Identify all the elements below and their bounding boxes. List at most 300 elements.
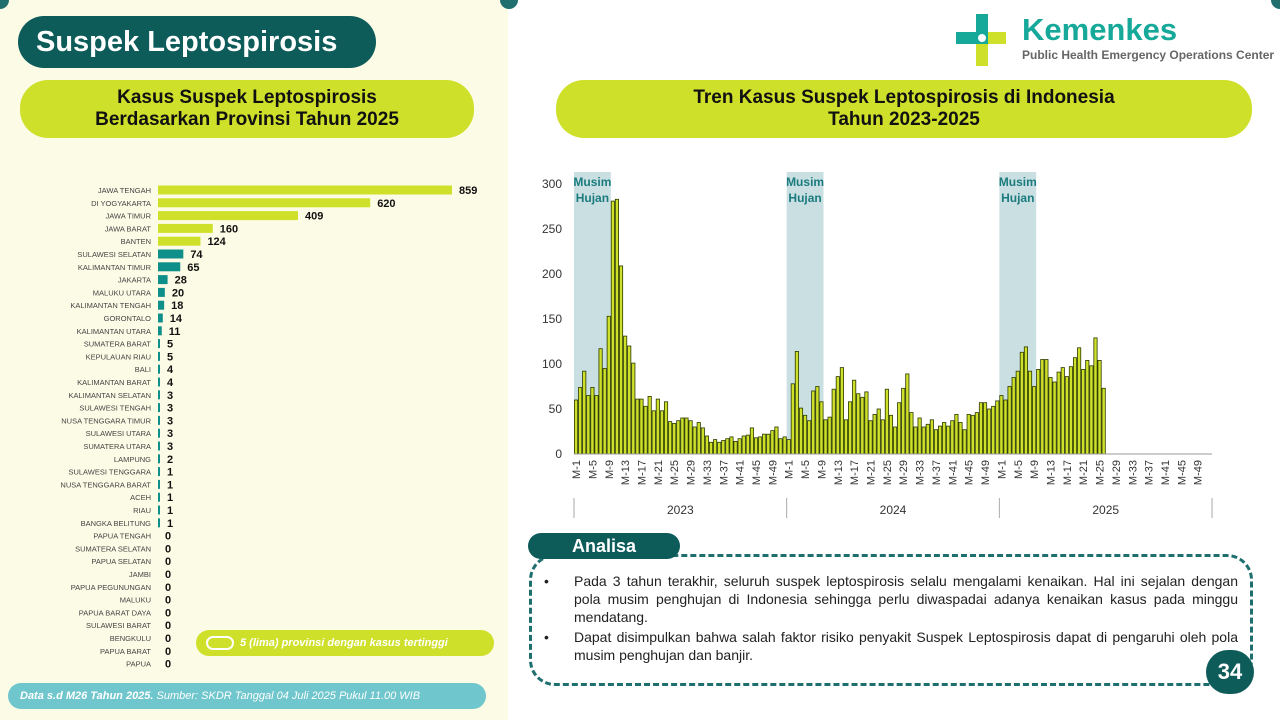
province-value-label: 859	[459, 185, 478, 197]
weekly-case-bar	[742, 436, 745, 454]
province-label: NUSA TENGGARA TIMUR	[61, 416, 151, 426]
weekly-case-bar	[578, 387, 581, 454]
weekly-case-bar	[947, 426, 950, 454]
weekly-case-bar	[857, 394, 860, 454]
week-tick-label: M-41	[1160, 460, 1173, 486]
weekly-case-bar	[848, 402, 851, 454]
weekly-case-bar	[1102, 388, 1105, 454]
page-number: 34	[1206, 650, 1254, 694]
rainy-season-label: Musim	[573, 175, 612, 189]
province-label: JAMBI	[128, 570, 151, 579]
province-label: JAWA TENGAH	[97, 186, 151, 195]
province-label: BALI	[134, 365, 151, 375]
corner-decoration	[1271, 0, 1280, 9]
province-value-label: 0	[165, 645, 172, 658]
rainy-season-label: Musim	[998, 175, 1037, 189]
weekly-case-bar	[632, 363, 635, 454]
province-bar	[158, 493, 160, 502]
province-label: SULAWESI TENGAH	[79, 403, 151, 413]
weekly-case-bar	[824, 420, 827, 454]
province-label: KALIMANTAN TENGAH	[70, 301, 151, 311]
week-tick-label: M-45	[1176, 460, 1189, 486]
weekly-case-bar	[1045, 360, 1048, 455]
weekly-case-bar	[799, 408, 802, 454]
weekly-case-bar	[1008, 387, 1011, 455]
weekly-case-bar	[730, 437, 733, 454]
weekly-case-bar	[681, 418, 684, 454]
logo-subtitle: Public Health Emergency Operations Center	[1022, 48, 1275, 62]
province-label: JAWA TIMUR	[105, 211, 151, 221]
weekly-case-bar	[587, 396, 590, 455]
y-tick-label: 200	[541, 267, 562, 281]
week-tick-label: M-9	[603, 460, 616, 479]
province-value-label: 0	[165, 658, 172, 671]
province-label: MALUKU	[119, 595, 151, 605]
province-section-line1: Kasus Suspek Leptospirosis	[117, 87, 377, 108]
weekly-case-bar	[951, 421, 954, 454]
week-tick-label: M-41	[734, 460, 747, 486]
province-label: NUSA TENGGARA BARAT	[60, 480, 151, 490]
weekly-case-bar	[619, 266, 622, 454]
analysis-title: Analisa	[528, 533, 680, 559]
province-label: DI YOGYAKARTA	[91, 198, 151, 208]
year-label: 2024	[879, 503, 907, 517]
weekly-case-bar	[803, 415, 806, 454]
weekly-case-bar	[902, 388, 905, 454]
year-label: 2025	[1092, 503, 1120, 517]
province-bar	[158, 403, 160, 412]
weekly-case-bar	[967, 414, 970, 454]
weekly-case-bar	[910, 413, 913, 454]
week-tick-label: M-5	[1012, 460, 1025, 479]
province-label: PAPUA PEGUNUNGAN	[70, 582, 151, 592]
week-tick-label: M-9	[1029, 460, 1042, 479]
weekly-case-bar	[1094, 338, 1097, 454]
province-value-label: 0	[165, 594, 172, 607]
weekly-case-bar	[914, 427, 917, 454]
weekly-case-bar	[685, 418, 688, 454]
weekly-case-bar	[664, 402, 667, 454]
weekly-case-bar	[996, 401, 999, 454]
rainy-season-label: Hujan	[1001, 191, 1035, 205]
province-bar	[158, 518, 160, 527]
province-label: SULAWESI SELATAN	[77, 250, 151, 259]
legend-note-text: 5 (lima) provinsi dengan kasus tertinggi	[240, 637, 448, 649]
weekly-case-bar	[1028, 371, 1031, 454]
province-value-label: 5	[167, 351, 174, 364]
province-label: JAWA BARAT	[104, 224, 151, 234]
province-label: KALIMANTAN BARAT	[77, 378, 151, 387]
week-tick-label: M-29	[685, 460, 698, 486]
week-tick-label: M-33	[914, 460, 927, 486]
weekly-case-bar	[816, 387, 819, 455]
province-bar	[158, 288, 165, 297]
province-bar	[158, 506, 160, 515]
province-bar	[158, 416, 160, 425]
province-bar	[158, 442, 160, 451]
weekly-case-bar	[705, 436, 708, 454]
weekly-case-bar	[979, 403, 982, 454]
footer-source-note	[8, 683, 486, 709]
weekly-case-bar	[828, 417, 831, 454]
province-value-label: 620	[377, 197, 396, 210]
week-tick-label: M-49	[980, 460, 993, 486]
province-value-label: 1	[167, 505, 174, 517]
week-tick-label: M-13	[620, 460, 633, 486]
weekly-case-bar	[607, 316, 610, 454]
weekly-case-bar	[791, 384, 794, 454]
weekly-case-bar	[754, 438, 757, 454]
weekly-case-bar	[611, 201, 614, 454]
weekly-case-bar	[640, 399, 643, 454]
weekly-case-bar	[853, 380, 856, 454]
week-tick-label: M-17	[636, 460, 649, 486]
weekly-case-bar	[795, 351, 798, 454]
province-bar	[158, 326, 162, 335]
kemenkes-logo	[952, 10, 1275, 72]
page-title: Suspek Leptospirosis	[18, 16, 376, 68]
province-bar	[158, 186, 452, 195]
province-value-label: 0	[165, 607, 172, 620]
weekly-case-bar	[648, 396, 651, 454]
legend-note	[196, 630, 494, 656]
weekly-case-bar	[1057, 372, 1060, 454]
weekly-case-bar	[959, 423, 962, 455]
province-bar	[158, 314, 163, 323]
weekly-case-bar	[623, 336, 626, 454]
province-label: PAPUA SELATAN	[91, 557, 151, 567]
province-bar	[158, 352, 160, 361]
weekly-case-bar	[693, 427, 696, 454]
weekly-case-bar	[885, 389, 888, 454]
province-bar	[158, 211, 298, 220]
weekly-case-bar	[763, 434, 766, 454]
province-value-label: 160	[219, 223, 239, 236]
y-tick-label: 0	[555, 447, 562, 461]
province-section-header	[20, 80, 474, 138]
weekly-case-bar	[1073, 358, 1076, 454]
y-tick-label: 300	[541, 177, 562, 191]
weekly-case-bar	[1086, 360, 1089, 454]
province-label: BANTEN	[120, 237, 151, 247]
weekly-case-bar	[893, 427, 896, 454]
analysis-point: • Pada 3 tahun terakhir, seluruh suspek leptospirosis selalu mengalami kenaikan. Hal ini sejalan dengan pola musim penghujan di Indonesia sehingga perlu diwaspadai adanya kenaikan kasus pada minggu mendatang.	[540, 572, 1238, 626]
week-tick-label: M-1	[783, 460, 796, 479]
weekly-case-bar	[734, 441, 737, 454]
weekly-case-bar	[943, 423, 946, 455]
province-value-label: 4	[167, 364, 174, 377]
weekly-case-bar	[636, 399, 639, 454]
weekly-case-bar	[861, 397, 864, 454]
week-tick-label: M-9	[816, 460, 829, 479]
province-value-label: 1	[167, 479, 174, 492]
weekly-case-bar	[987, 409, 990, 454]
week-tick-label: M-37	[1143, 460, 1156, 486]
weekly-case-bar	[1049, 378, 1052, 455]
weekly-case-bar	[603, 369, 606, 455]
weekly-case-bar	[1037, 369, 1040, 454]
weekly-case-bar	[1090, 366, 1093, 454]
weekly-case-bar	[738, 439, 741, 454]
week-tick-label: M-17	[849, 460, 862, 486]
weekly-case-bar	[697, 423, 700, 455]
week-tick-label: M-5	[587, 460, 600, 479]
trend-section-line1: Tren Kasus Suspek Leptospirosis di Indonesia	[693, 87, 1115, 108]
province-value-label: 0	[165, 569, 172, 581]
province-label: KALIMANTAN UTARA	[76, 326, 151, 336]
province-label: SULAWESI UTARA	[85, 429, 151, 439]
province-label: PAPUA	[126, 659, 151, 669]
weekly-case-bar	[746, 435, 749, 454]
province-value-label: 65	[187, 261, 200, 274]
province-label: MALUKU UTARA	[92, 288, 151, 298]
week-tick-label: M-45	[751, 460, 764, 486]
province-bar	[158, 467, 160, 476]
weekly-case-bar	[1041, 360, 1044, 455]
weekly-case-bar	[668, 422, 671, 454]
province-bar	[158, 250, 183, 259]
weekly-case-bar	[779, 439, 782, 454]
week-tick-label: M-37	[930, 460, 943, 486]
weekly-case-bar	[767, 434, 770, 454]
province-label: PAPUA TENGAH	[93, 531, 151, 541]
province-label: SUMATERA SELATAN	[75, 544, 151, 554]
weekly-case-bar	[992, 406, 995, 454]
weekly-case-bar	[628, 346, 631, 454]
province-value-label: 1	[167, 466, 174, 479]
weekly-case-bar	[906, 374, 909, 454]
weekly-case-bar	[865, 392, 868, 454]
weekly-case-bar	[689, 421, 692, 454]
province-value-label: 0	[165, 633, 172, 645]
province-label: JAKARTA	[117, 275, 151, 285]
week-tick-label: M-33	[1127, 460, 1140, 486]
y-tick-label: 50	[548, 402, 562, 416]
province-bar	[158, 339, 160, 348]
weekly-case-bar	[1061, 368, 1064, 454]
weekly-case-bar	[1069, 367, 1072, 454]
weekly-case-bar	[844, 420, 847, 454]
province-bar	[158, 262, 180, 271]
province-bar	[158, 275, 168, 284]
weekly-case-bar	[1024, 347, 1027, 454]
province-bar	[158, 237, 200, 246]
kemenkes-logo-icon	[952, 10, 1016, 72]
weekly-case-bar	[877, 409, 880, 454]
province-bar	[158, 198, 370, 207]
weekly-case-bar	[869, 421, 872, 454]
province-value-label: 3	[167, 415, 174, 428]
province-value-label: 0	[165, 543, 172, 556]
province-label: PAPUA BARAT DAYA	[78, 608, 151, 618]
weekly-case-bar	[726, 439, 729, 454]
weekly-case-bar	[975, 413, 978, 454]
weekly-case-bar	[832, 389, 835, 454]
trend-section-header	[556, 80, 1252, 138]
province-value-label: 20	[171, 287, 185, 300]
province-value-label: 11	[168, 325, 181, 338]
province-bar	[158, 429, 160, 438]
province-label: KALIMANTAN SELATAN	[68, 390, 151, 400]
analysis-point: • Dapat disimpulkan bahwa salah faktor risiko penyakit Suspek Leptospirosis dapat di pengaruhi oleh pola musim penghujan dan banjir.	[540, 628, 1238, 664]
weekly-case-bar	[934, 430, 937, 454]
weekly-case-bar	[1077, 348, 1080, 454]
y-tick-label: 250	[541, 222, 562, 236]
province-value-label: 74	[190, 249, 203, 261]
weekly-case-bar	[701, 428, 704, 454]
weekly-case-bar	[677, 421, 680, 454]
weekly-case-bar	[930, 420, 933, 454]
week-tick-label: M-1	[996, 460, 1009, 479]
weekly-case-bar	[808, 421, 811, 454]
province-bar	[158, 365, 160, 374]
province-value-label: 1	[167, 492, 174, 505]
weekly-case-bar	[591, 387, 594, 454]
weekly-case-bar	[787, 440, 790, 454]
province-bar	[158, 390, 160, 399]
rainy-season-label: Hujan	[788, 191, 822, 205]
province-label: RIAU	[133, 506, 151, 515]
weekly-case-bar	[1000, 396, 1003, 455]
analysis-list	[540, 572, 1238, 666]
year-label: 2023	[666, 503, 694, 517]
province-label: SULAWESI TENGGARA	[68, 467, 151, 477]
province-bar	[158, 480, 160, 489]
weekly-case-bar	[1082, 369, 1085, 454]
week-tick-label: M-13	[832, 460, 845, 486]
province-value-label: 0	[165, 530, 172, 543]
province-value-label: 18	[171, 300, 184, 313]
province-label: BANGKA BELITUNG	[80, 518, 151, 528]
week-tick-label: M-25	[881, 460, 894, 486]
weekly-case-bar	[898, 403, 901, 454]
province-label: GORONTALO	[103, 314, 151, 323]
province-value-label: 0	[165, 556, 172, 569]
weekly-case-bar	[722, 441, 725, 455]
province-value-label: 0	[165, 581, 172, 594]
weekly-case-bar	[881, 420, 884, 454]
province-label: KALIMANTAN TIMUR	[77, 262, 151, 272]
week-tick-label: M-37	[718, 460, 731, 486]
weekly-case-bar	[1032, 387, 1035, 455]
week-tick-label: M-21	[652, 460, 665, 486]
province-value-label: 3	[167, 428, 174, 441]
province-bar	[158, 454, 160, 463]
weekly-case-bar	[1098, 360, 1101, 454]
weekly-case-bar	[836, 377, 839, 454]
province-value-label: 2	[167, 453, 174, 466]
trend-section-line2: Tahun 2023-2025	[828, 109, 980, 130]
province-bar	[158, 378, 160, 387]
weekly-case-bar	[783, 437, 786, 454]
province-section-line2: Berdasarkan Provinsi Tahun 2025	[95, 109, 399, 130]
weekly-case-bar	[918, 418, 921, 454]
footer-source: Sumber: SKDR Tanggal 04 Juli 2025 Pukul 11.00 WIB	[153, 690, 421, 702]
province-label: SULAWESI BARAT	[85, 621, 151, 631]
week-tick-label: M-13	[1045, 460, 1058, 486]
legend-swatch	[206, 636, 234, 650]
weekly-case-bar	[922, 427, 925, 454]
rainy-season-label: Musim	[786, 175, 825, 189]
province-label: KEPULAUAN RIAU	[85, 352, 151, 362]
week-tick-label: M-1	[571, 460, 584, 479]
province-bar	[158, 224, 213, 233]
weekly-case-bar	[660, 411, 663, 454]
logo-name: Kemenkes	[1022, 12, 1178, 47]
province-value-label: 3	[167, 389, 174, 402]
weekly-case-bar	[812, 391, 815, 454]
weekly-case-bar	[1065, 377, 1068, 454]
weekly-case-bar	[713, 440, 716, 454]
province-label: ACEH	[130, 493, 151, 503]
week-tick-label: M-29	[898, 460, 911, 486]
province-bar	[158, 301, 164, 310]
weekly-case-bar	[615, 199, 618, 454]
week-tick-label: M-41	[947, 460, 960, 486]
weekly-case-bar	[775, 427, 778, 454]
province-label: PAPUA BARAT	[100, 646, 151, 656]
y-tick-label: 150	[541, 312, 562, 326]
week-tick-label: M-45	[963, 460, 976, 486]
weekly-case-bar	[1020, 352, 1023, 454]
weekly-case-bar	[673, 423, 676, 454]
weekly-case-bar	[1016, 371, 1019, 454]
week-tick-label: M-49	[767, 460, 780, 486]
weekly-case-bar	[840, 368, 843, 454]
province-value-label: 4	[167, 377, 174, 389]
weekly-case-bar	[599, 349, 602, 454]
weekly-case-bar	[595, 396, 598, 455]
weekly-case-bar	[652, 411, 655, 454]
province-bar-chart	[0, 176, 508, 672]
weekly-case-bar	[983, 403, 986, 454]
weekly-case-bar	[758, 437, 761, 454]
weekly-case-bar	[1004, 400, 1007, 454]
week-tick-label: M-21	[1078, 460, 1091, 486]
province-label: SUMATERA UTARA	[83, 442, 151, 451]
week-tick-label: M-29	[1110, 460, 1123, 486]
weekly-case-bar	[656, 399, 659, 454]
province-value-label: 0	[165, 620, 172, 633]
province-label: LAMPUNG	[113, 454, 151, 464]
weekly-case-bar	[926, 424, 929, 454]
weekly-case-bar	[709, 442, 712, 454]
week-tick-label: M-17	[1061, 460, 1074, 486]
weekly-case-bar	[771, 431, 774, 454]
weekly-case-bar	[750, 428, 753, 454]
province-label: BENGKULU	[109, 634, 151, 643]
weekly-case-bar	[955, 414, 958, 454]
weekly-case-bar	[873, 414, 876, 454]
province-label: SUMATERA BARAT	[83, 339, 151, 349]
footer-data-date: Data s.d M26 Tahun 2025.	[20, 690, 154, 702]
province-value-label: 14	[169, 313, 183, 325]
weekly-case-bar	[889, 415, 892, 454]
province-value-label: 409	[304, 210, 324, 223]
y-tick-label: 100	[541, 357, 562, 371]
week-tick-label: M-25	[1094, 460, 1107, 486]
weekly-case-bar	[574, 400, 577, 454]
province-value-label: 3	[167, 441, 174, 453]
week-tick-label: M-5	[800, 460, 813, 479]
weekly-case-bar	[1012, 378, 1015, 455]
province-value-label: 5	[167, 338, 174, 351]
rainy-season-label: Hujan	[575, 191, 610, 205]
week-tick-label: M-25	[669, 460, 682, 486]
weekly-case-bar	[938, 426, 941, 454]
weekly-case-bar	[718, 442, 721, 454]
province-value-label: 1	[167, 517, 174, 530]
